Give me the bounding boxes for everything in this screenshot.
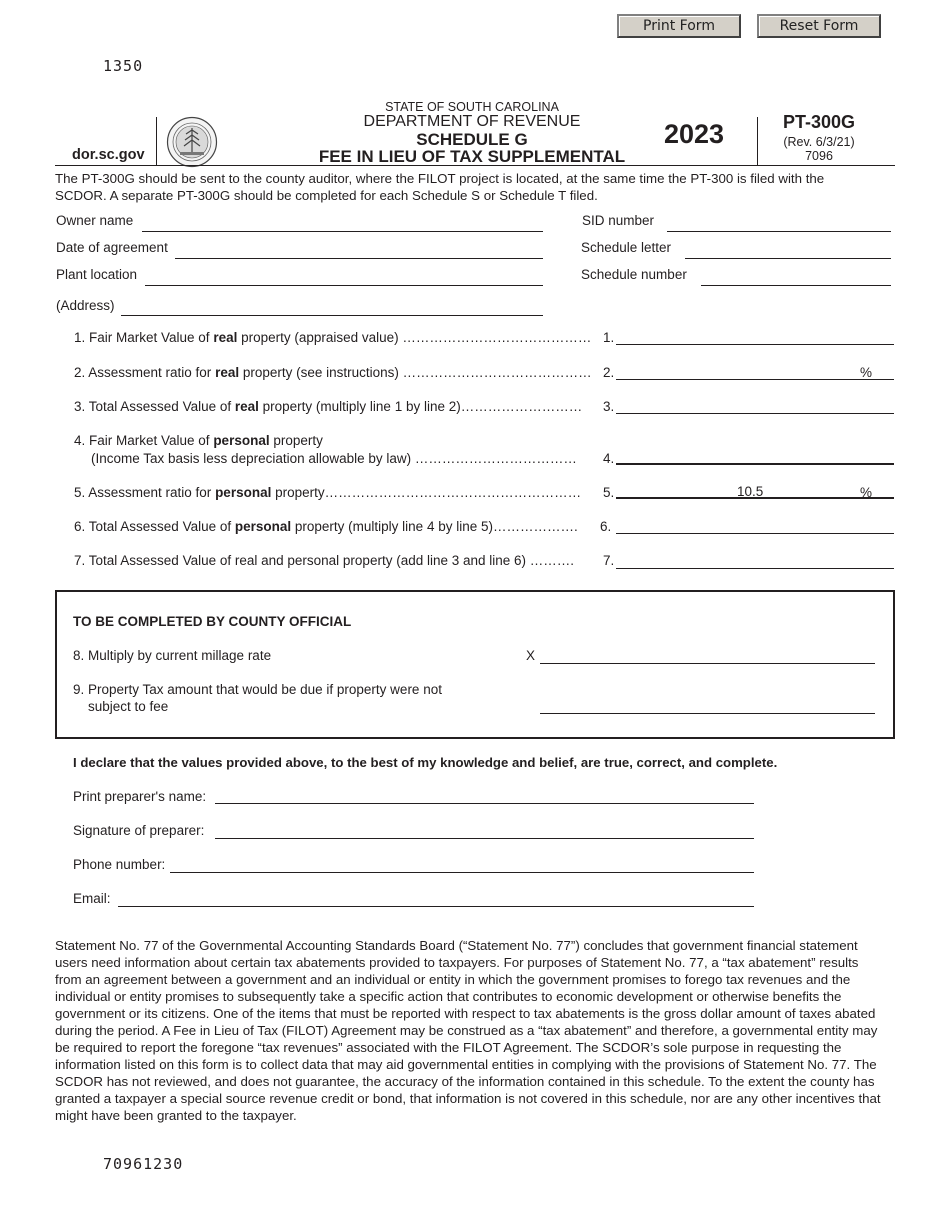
statement-77-text: Statement No. 77 of the Governmental Accounting Standards Board (“Statement No. 77”) concludes that government financial statement users need information about certain tax abatements provided to taxpayers. For purposes of Statement No. 77, a “tax abatement” results from an agreement between a government and an individual or entity in which the government promises to forego tax revenues and the individual or entity promises to subsequently take a specific action that contributes to economic development or otherwise benefits the government or its citizens. One of the items that must be reported with respect to tax abatements is the gross dollar amount of taxes abated during the period. A Fee in Lieu of Tax (FILOT) Agreement may be construed as a “tax abatement” and therefore, a governmental entity may be required to report the foregone “tax revenues” associated with the FILOT Agreement. The SCDOR’s sole purpose in requesting the information listed on this form is to collect data that may aid governmental entities in complying with the provisions of Statement No. 77. The SCDOR has not reviewed, and does not guarantee, the accuracy of the information contained in this schedule. To the extent the county has granted a taxpayer a special source revenue credit or bond, that information is not covered in this schedule, nor are any other incentives that might have been granted to the taxpayer.	[55, 938, 881, 1123]
phone-input[interactable]	[170, 856, 754, 873]
plant-location-label: Plant location	[56, 267, 138, 282]
county-official-heading: TO BE COMPLETED BY COUNTY OFFICIAL	[73, 614, 352, 629]
property-tax-amount-input[interactable]	[540, 697, 875, 714]
date-of-agreement-input[interactable]	[175, 242, 543, 259]
line-1-input[interactable]	[616, 328, 894, 345]
line-8-multiply-mark: X	[526, 648, 536, 663]
line-9-label-continued: subject to fee	[88, 699, 169, 714]
line-2-label: 2. Assessment ratio for real property (see instructions) ……………………………………	[74, 365, 592, 380]
line-6-number: 6.	[600, 519, 612, 534]
reset-form-button[interactable]: Reset Form	[757, 14, 881, 38]
line-4-number: 4.	[603, 451, 615, 466]
schedule-letter-input[interactable]	[685, 242, 891, 259]
line-7-input[interactable]	[616, 552, 894, 569]
line-5-percent: %	[860, 485, 873, 500]
owner-name-label: Owner name	[56, 213, 134, 228]
form-code-bottom: 70961230	[103, 1155, 184, 1173]
form-revision: (Rev. 6/3/21)	[783, 135, 855, 149]
county-official-section	[55, 590, 895, 739]
department-heading: DEPARTMENT OF REVENUE	[363, 113, 581, 130]
line-7-number: 7.	[603, 553, 615, 568]
schedule-letter-label: Schedule letter	[581, 240, 672, 255]
millage-rate-input[interactable]	[540, 647, 875, 664]
line-2-number: 2.	[603, 365, 615, 380]
form-code-top: 1350	[103, 57, 144, 75]
preparer-name-input[interactable]	[215, 787, 754, 804]
signature-label: Signature of preparer:	[73, 823, 205, 838]
sid-number-input[interactable]	[667, 215, 891, 232]
address-label: (Address)	[56, 298, 115, 313]
line-2-input[interactable]	[616, 363, 894, 380]
line-2-percent: %	[860, 365, 873, 380]
address-input[interactable]	[121, 299, 543, 316]
email-input[interactable]	[118, 890, 754, 907]
print-form-button[interactable]: Print Form	[617, 14, 741, 38]
sid-number-label: SID number	[582, 213, 655, 228]
email-label: Email:	[73, 891, 111, 906]
line-6-input[interactable]	[616, 517, 894, 534]
schedule-number-input[interactable]	[701, 269, 891, 286]
line-1-label: 1. Fair Market Value of real property (appraised value) ……………………………………	[74, 330, 592, 345]
line-5-label: 5. Assessment ratio for personal property…………………………………………………	[74, 485, 582, 500]
line-5-number: 5.	[603, 485, 615, 500]
line-9-label: 9. Property Tax amount that would be due if property were not	[73, 682, 442, 697]
owner-name-input[interactable]	[142, 215, 543, 232]
header-rule	[55, 165, 895, 166]
form-id: 7096	[805, 149, 833, 163]
state-heading: STATE OF SOUTH CAROLINA	[385, 100, 559, 114]
date-of-agreement-label: Date of agreement	[56, 240, 168, 255]
form-number: PT-300G	[782, 112, 856, 132]
signature-input[interactable]	[215, 822, 754, 839]
line-4-label-continued: (Income Tax basis less depreciation allowable by law) ………………………………	[91, 451, 577, 466]
schedule-number-label: Schedule number	[581, 267, 687, 282]
tax-year: 2023	[664, 119, 725, 149]
line-1-number: 1.	[603, 330, 615, 345]
line-4-label: 4. Fair Market Value of personal property	[74, 433, 323, 448]
schedule-heading: SCHEDULE G	[416, 130, 528, 149]
line-3-number: 3.	[603, 399, 615, 414]
form-title: FEE IN LIEU OF TAX SUPPLEMENTAL	[318, 147, 626, 166]
state-seal-icon	[166, 116, 218, 168]
preparer-name-label: Print preparer's name:	[73, 789, 207, 804]
line-3-input[interactable]	[616, 397, 894, 414]
phone-label: Phone number:	[73, 857, 166, 872]
plant-location-input[interactable]	[145, 269, 543, 286]
line-6-label: 6. Total Assessed Value of personal property (multiply line 4 by line 5)……………….	[74, 519, 578, 534]
line-3-label: 3. Total Assessed Value of real property (multiply line 1 by line 2)………………………	[74, 399, 583, 414]
declaration-text: I declare that the values provided above, to the best of my knowledge and belief, are true, correct, and complete.	[73, 755, 778, 770]
header-divider-left	[156, 117, 157, 165]
intro-text: The PT-300G should be sent to the county auditor, where the FILOT project is located, at the same time the PT-300 is filed with the SCDOR. A separate PT-300G should be completed for each Schedule S or Schedule T filed.	[55, 171, 825, 203]
line-4-input[interactable]	[616, 448, 894, 465]
website-label: dor.sc.gov	[72, 147, 145, 163]
line-8-label: 8. Multiply by current millage rate	[73, 648, 272, 663]
line-5-value: 10.5	[737, 484, 764, 499]
line-7-label: 7. Total Assessed Value of real and personal property (add line 3 and line 6) ……….	[74, 553, 575, 568]
